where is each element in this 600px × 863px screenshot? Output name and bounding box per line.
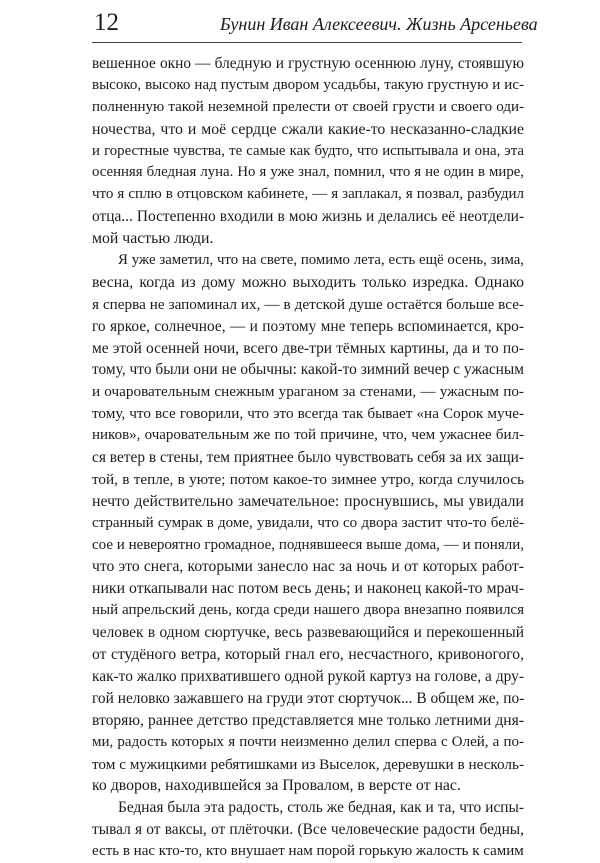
text-line: человек в одном сюртучке, весь развевающийся и перекошенный	[92, 624, 524, 642]
text-line: вторяю, раннее детство представляется мне только летними дня-	[92, 711, 524, 729]
text-line: ников», очаровательным же по той причине, что, чем ужаснее бил-	[92, 427, 524, 444]
text-line: гой неловко зажавшего на груди этот сюртучок... В общем же, по-	[92, 689, 525, 707]
paragraph	[92, 797, 524, 863]
text-line: ко дворов, находившейся за Провалом, в версте от нас.	[92, 777, 461, 795]
text-line: Я уже заметил, что на свете, помимо лета, есть ещё осень, зима,	[118, 252, 524, 269]
text-line: той, в тепле, в уюте; потом какое-то зимнее утро, когда случилось	[92, 470, 524, 488]
text-line: Бедная была эта радость, столь же бедная, как и та, что испы-	[118, 799, 524, 817]
text-line: ники откапывали нас потом весь день; и наконец какой-то мрач-	[92, 580, 524, 598]
page-header	[0, 0, 600, 46]
text-line: сое и невероятно громадное, поднявшееся выше дома, — и поняли,	[92, 536, 524, 553]
text-line: мой частью люди.	[92, 230, 214, 248]
page-number: 12	[94, 9, 119, 36]
text-line: отца... Постепенно входили в мою жизнь и делались её неотдели-	[92, 208, 524, 226]
text-line: я сперва не запоминал их, — в детской душе остаётся больше все-	[92, 295, 524, 313]
text-line: том с мужицкими ребятишками из Выселок, деревушки в несколь-	[92, 755, 524, 773]
text-line: ся ветер в стены, тем приятнее было чувствовать себя за их защи-	[92, 449, 524, 467]
text-line: как-то жалко прихватившего одной рукой картуз на голове, а дру-	[92, 667, 524, 685]
text-line: высоко, высоко над пустым двором усадьбы, такую грустную и ис-	[92, 76, 524, 93]
text-line: тому, что все говорили, что это всегда так бывает «на Сорок муче-	[92, 405, 524, 423]
text-line: нечто действительно замечательное: проснувшись, мы увидали	[92, 492, 524, 510]
text-line: от студёного ветра, который гнал его, несчастного, кривоногого,	[92, 646, 524, 664]
text-line: весна, когда из дому можно выходить только изредка. Однако	[92, 273, 524, 291]
body-text	[92, 53, 524, 863]
text-line: тывал я от ваксы, от плёточки. (Все человеческие радости бедны,	[92, 821, 524, 839]
text-line: ночества, что и моё сердце сжали какие-то несказанно-сладкие	[92, 120, 524, 138]
paragraph	[92, 53, 524, 250]
text-line: полненную такой неземной прелести от своей грусти и своего оди-	[92, 98, 524, 115]
text-line: и горестные чувства, те самые как будто, что испытывала и она, эта	[92, 142, 524, 159]
text-line: ми, радость которых я почти неизменно делил сперва с Олей, а по-	[92, 733, 524, 750]
header-rule	[92, 42, 522, 43]
text-line: ный апрельский день, когда среди нашего двора внезапно появился	[92, 602, 524, 619]
text-line: го яркое, солнечное, — и поэтому мне теперь вспоминается, кро-	[92, 317, 524, 335]
paragraph	[92, 250, 524, 797]
text-line: что я сплю в отцовском кабинете, — я заплакал, я позвал, разбудил	[92, 186, 524, 203]
text-line: что это снега, которыми занесло нас за ночь и от которых работ-	[92, 558, 524, 576]
text-line: и очаровательным снежным ураганом за стенами, — ужасным по-	[92, 383, 524, 401]
text-line: странный сумрак в доме, увидали, что со двора застит что-то белё-	[92, 514, 524, 531]
text-line: тому, что были они не обычны: какой-то зимний вечер с ужасным	[92, 361, 524, 379]
text-line: вешенное окно — бледную и грустную осеннюю луну, стоявшую	[92, 55, 524, 72]
text-line: есть в нас кто-то, кто внушает нам порой горькую жалость к самим	[92, 843, 524, 860]
text-line: ме этой осенней ночи, всего две-три тёмных картины, да и то по-	[92, 339, 524, 357]
running-title: Бунин Иван Алексеевич. Жизнь Арсеньева	[220, 14, 538, 34]
text-line: осенняя бледная луна. Но я уже знал, помнил, что я не один в мире,	[92, 164, 524, 181]
